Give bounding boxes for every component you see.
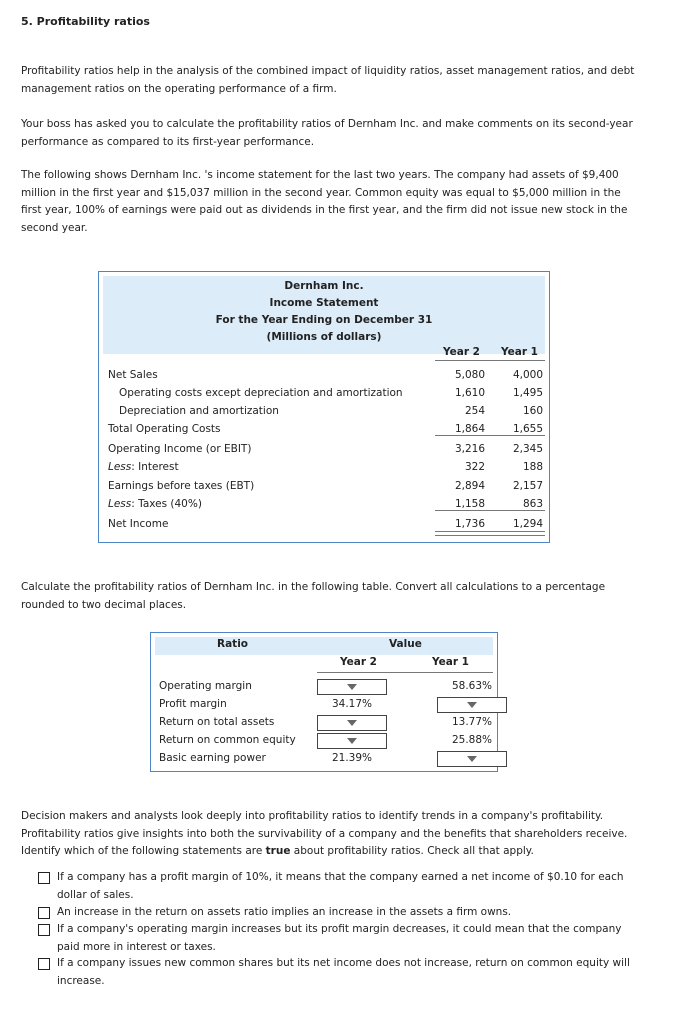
ratio-column-header: Ratio xyxy=(217,638,249,650)
rule xyxy=(435,435,545,436)
income-row-label-text: Total Operating Costs xyxy=(108,423,221,435)
income-value-year2: 2,894 xyxy=(454,480,485,492)
income-row-label-text: Net Sales xyxy=(108,369,158,381)
data-paragraph: The following shows Dernham Inc. 's income statement for the last two years. The company had assets of $9,400 million in the first year and $15,037 million in the second year. Common equity was equal to $5,000 million in the first year, 100% of earnings were paid out as dividends in the first year, and the firm did not issue new stock in the second year. xyxy=(21,169,628,234)
ratio-year1-header: Year 1 xyxy=(432,656,469,668)
ratio-value-year1: 25.88% xyxy=(451,734,493,746)
income-value-year2: 322 xyxy=(464,461,485,473)
income-row-label xyxy=(108,515,168,533)
income-value-year1: 1,495 xyxy=(512,387,543,399)
statement-text: If a company's operating margin increases but its profit margin decreases, it could mean that the company paid more in interest or taxes. xyxy=(57,923,622,953)
ratio-dropdown-year2[interactable] xyxy=(317,733,387,749)
income-row-label-text: : Interest xyxy=(131,461,179,473)
ratio-label: Operating margin xyxy=(159,680,252,692)
ratio-label: Basic earning power xyxy=(159,752,266,764)
ratio-label: Profit margin xyxy=(159,698,227,710)
ratio-table-header xyxy=(155,637,493,655)
income-row-label xyxy=(108,495,202,513)
statement-checkbox[interactable] xyxy=(38,958,50,970)
income-row-label xyxy=(108,458,179,476)
ratio-dropdown-year1[interactable] xyxy=(437,751,507,767)
statement-checkbox[interactable] xyxy=(38,872,50,884)
task-paragraph: Your boss has asked you to calculate the profitability ratios of Dernham Inc. and make comments on its second-year performance as compared to its first-year performance. xyxy=(21,118,633,148)
income-row-label-text: Net Income xyxy=(108,518,169,530)
income-value-year1: 1,655 xyxy=(512,423,543,435)
dropdown-arrow-icon xyxy=(347,738,357,744)
statement-name: Income Statement xyxy=(269,297,379,309)
income-row-label xyxy=(119,384,403,402)
ratio-value-year2: 34.17% xyxy=(331,698,373,710)
income-value-year1: 1,294 xyxy=(512,518,543,530)
income-value-year2: 5,080 xyxy=(454,369,485,381)
statement-checkbox[interactable] xyxy=(38,924,50,936)
value-column-header: Value xyxy=(389,638,422,650)
question-paragraph xyxy=(21,808,641,861)
ratio-value-year1: 13.77% xyxy=(451,716,493,728)
income-value-year1: 4,000 xyxy=(512,369,543,381)
statement-text: If a company issues new common shares but its net income does not increase, return on common equity will increase. xyxy=(57,957,630,987)
income-value-year2: 1,158 xyxy=(454,498,485,510)
dropdown-arrow-icon xyxy=(347,684,357,690)
income-row-label-text: Operating Income (or EBIT) xyxy=(108,443,252,455)
income-value-year1: 863 xyxy=(522,498,543,510)
statement-units: (Millions of dollars) xyxy=(266,331,382,343)
income-row-label xyxy=(108,366,158,384)
income-statement-header xyxy=(103,276,545,354)
intro-paragraph: Profitability ratios help in the analysis of the combined impact of liquidity ratios, asset management ratios, and debt management ratios on the operating performance of a firm. xyxy=(21,65,635,95)
col-year1-header: Year 1 xyxy=(501,346,538,358)
ratio-dropdown-year2[interactable] xyxy=(317,679,387,695)
statement-text: If a company has a profit margin of 10%, it means that the company earned a net income of $0.10 for each dollar of sales. xyxy=(57,871,624,901)
income-row-label xyxy=(108,420,221,438)
ratio-year2-header: Year 2 xyxy=(340,656,377,668)
col-year2-header: Year 2 xyxy=(443,346,480,358)
company-name: Dernham Inc. xyxy=(284,280,364,292)
income-row-label-text: Earnings before taxes (EBT) xyxy=(108,480,255,492)
income-value-year1: 188 xyxy=(522,461,543,473)
question-text-end: about profitability ratios. Check all that apply. xyxy=(290,845,534,857)
dropdown-arrow-icon xyxy=(467,702,477,708)
ratio-table xyxy=(150,632,498,772)
income-value-year1: 2,345 xyxy=(512,443,543,455)
dropdown-arrow-icon xyxy=(347,720,357,726)
question-text-bold: true xyxy=(265,845,291,857)
statement-checkbox[interactable] xyxy=(38,907,50,919)
income-row-label-text: : Taxes (40%) xyxy=(131,498,202,510)
ratio-value-year2: 21.39% xyxy=(331,752,373,764)
income-statement-table xyxy=(98,271,550,543)
rule xyxy=(435,510,545,511)
income-row-label-italic: Less xyxy=(108,498,132,510)
income-row-label-text: Operating costs except depreciation and amortization xyxy=(119,387,403,399)
rule xyxy=(435,531,545,532)
ratio-value-year1: 58.63% xyxy=(451,680,493,692)
ratio-label: Return on total assets xyxy=(159,716,275,728)
question-text-start: Decision makers and analysts look deeply into profitability ratios to identify trends in a company's profitability. Profitability ratios give insights into both the survivability of a company and the benefits that shareholders receive. Identify which of the following statements are xyxy=(21,810,628,857)
income-value-year1: 160 xyxy=(522,405,543,417)
rule xyxy=(435,535,545,536)
dropdown-arrow-icon xyxy=(467,756,477,762)
statement-text: An increase in the return on assets ratio implies an increase in the assets a firm owns. xyxy=(57,906,512,918)
income-value-year2: 1,610 xyxy=(454,387,485,399)
income-value-year1: 2,157 xyxy=(512,480,543,492)
income-value-year2: 1,736 xyxy=(454,518,485,530)
income-value-year2: 3,216 xyxy=(454,443,485,455)
income-row-label xyxy=(119,402,279,420)
income-row-label-italic: Less xyxy=(108,461,132,473)
ratio-dropdown-year1[interactable] xyxy=(437,697,507,713)
statement-period: For the Year Ending on December 31 xyxy=(215,314,433,326)
income-value-year2: 1,864 xyxy=(454,423,485,435)
income-value-year2: 254 xyxy=(464,405,485,417)
income-row-label-text: Depreciation and amortization xyxy=(119,405,279,417)
ratio-dropdown-year2[interactable] xyxy=(317,715,387,731)
income-row-label xyxy=(108,440,251,458)
instruction-paragraph: Calculate the profitability ratios of Dernham Inc. in the following table. Convert all calculations to a percentage rounded to two decimal places. xyxy=(21,581,606,611)
section-heading: 5. Profitability ratios xyxy=(21,15,150,28)
ratio-label: Return on common equity xyxy=(159,734,296,746)
income-row-label xyxy=(108,477,254,495)
